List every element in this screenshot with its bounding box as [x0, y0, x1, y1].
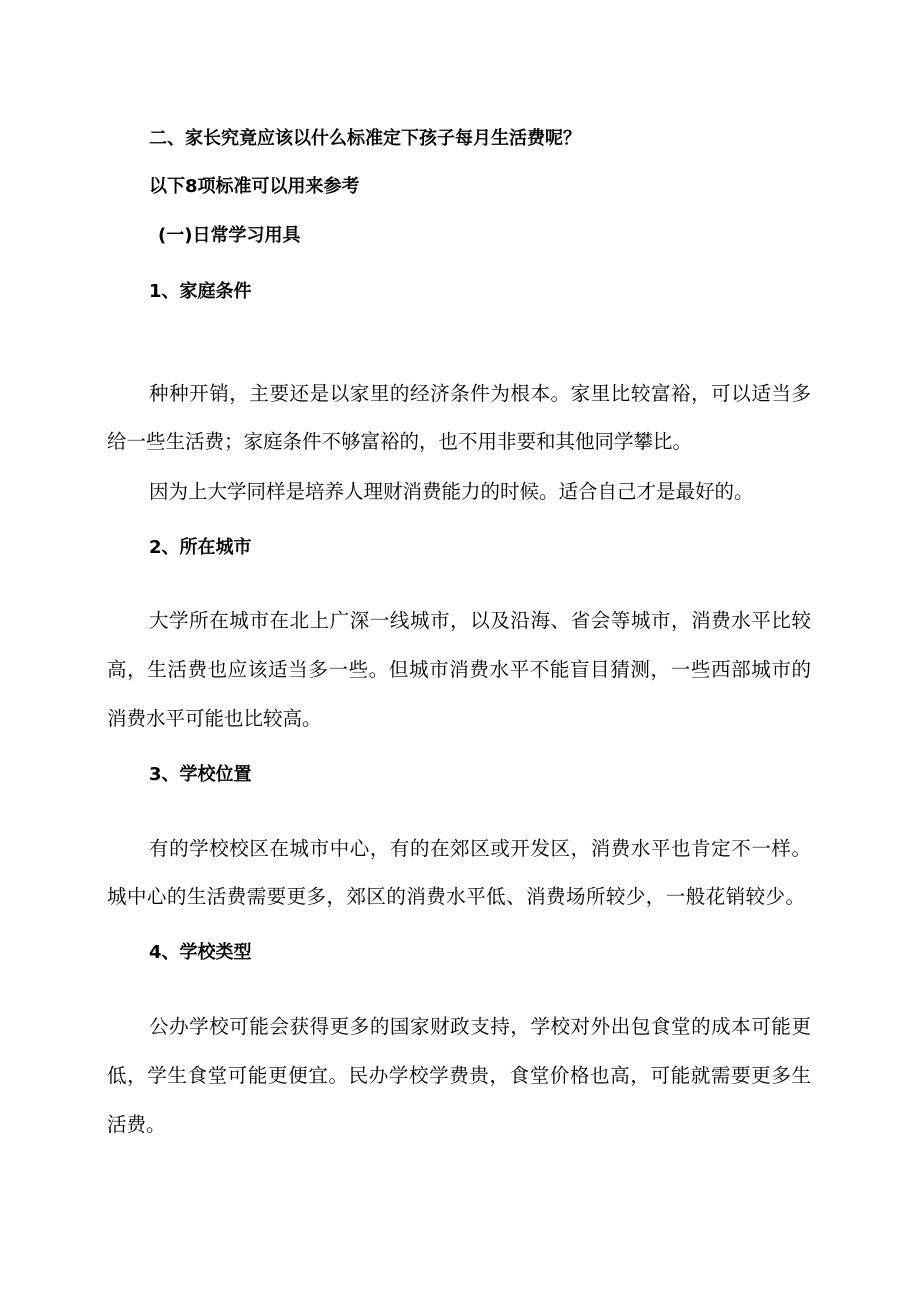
paragraph-line: 给一些生活费；家庭条件不够富裕的，也不用非要和其他同学攀比。 [107, 430, 693, 453]
paragraph-line: 高，生活费也应该适当多一些。但城市消费水平不能盲目猜测，一些西部城市的 [107, 658, 811, 681]
section-title: 二、家长究竟应该以什么标准定下孩子每月生活费呢？ [149, 128, 581, 149]
paragraph-line: 有的学校校区在城市中心，有的在郊区或开发区，消费水平也肯定不一样。 [149, 837, 811, 860]
paragraph-line: 大学所在城市在北上广深一线城市，以及沿海、省会等城市，消费水平比较 [149, 609, 811, 632]
paragraph-line: 城中心的生活费需要更多，郊区的消费水平低、消费场所较少，一般花销较少。 [107, 885, 805, 908]
item-heading: 3、学校位置 [149, 764, 252, 785]
item-heading: 2、所在城市 [149, 537, 252, 558]
item-heading: 1、家庭条件 [149, 281, 252, 302]
paragraph-line: 活费。 [107, 1113, 166, 1136]
paragraph-line: 因为上大学同样是培养人理财消费能力的时候。适合自己才是最好的。 [149, 480, 754, 503]
intro-line: 以下8项标准可以用来参考 [149, 176, 360, 197]
item-heading: 4、学校类型 [149, 942, 252, 963]
subsection-title: (一)日常学习用具 [158, 225, 301, 246]
paragraph-line: 消费水平可能也比较高。 [107, 707, 322, 730]
paragraph-line: 低，学生食堂可能更便宜。民办学校学费贵，食堂价格也高，可能就需要更多生 [107, 1064, 811, 1087]
paragraph-line: 公办学校可能会获得更多的国家财政支持，学校对外出包食堂的成本可能更 [149, 1015, 811, 1038]
paragraph-line: 种种开销，主要还是以家里的经济条件为根本。家里比较富裕，可以适当多 [149, 382, 811, 405]
